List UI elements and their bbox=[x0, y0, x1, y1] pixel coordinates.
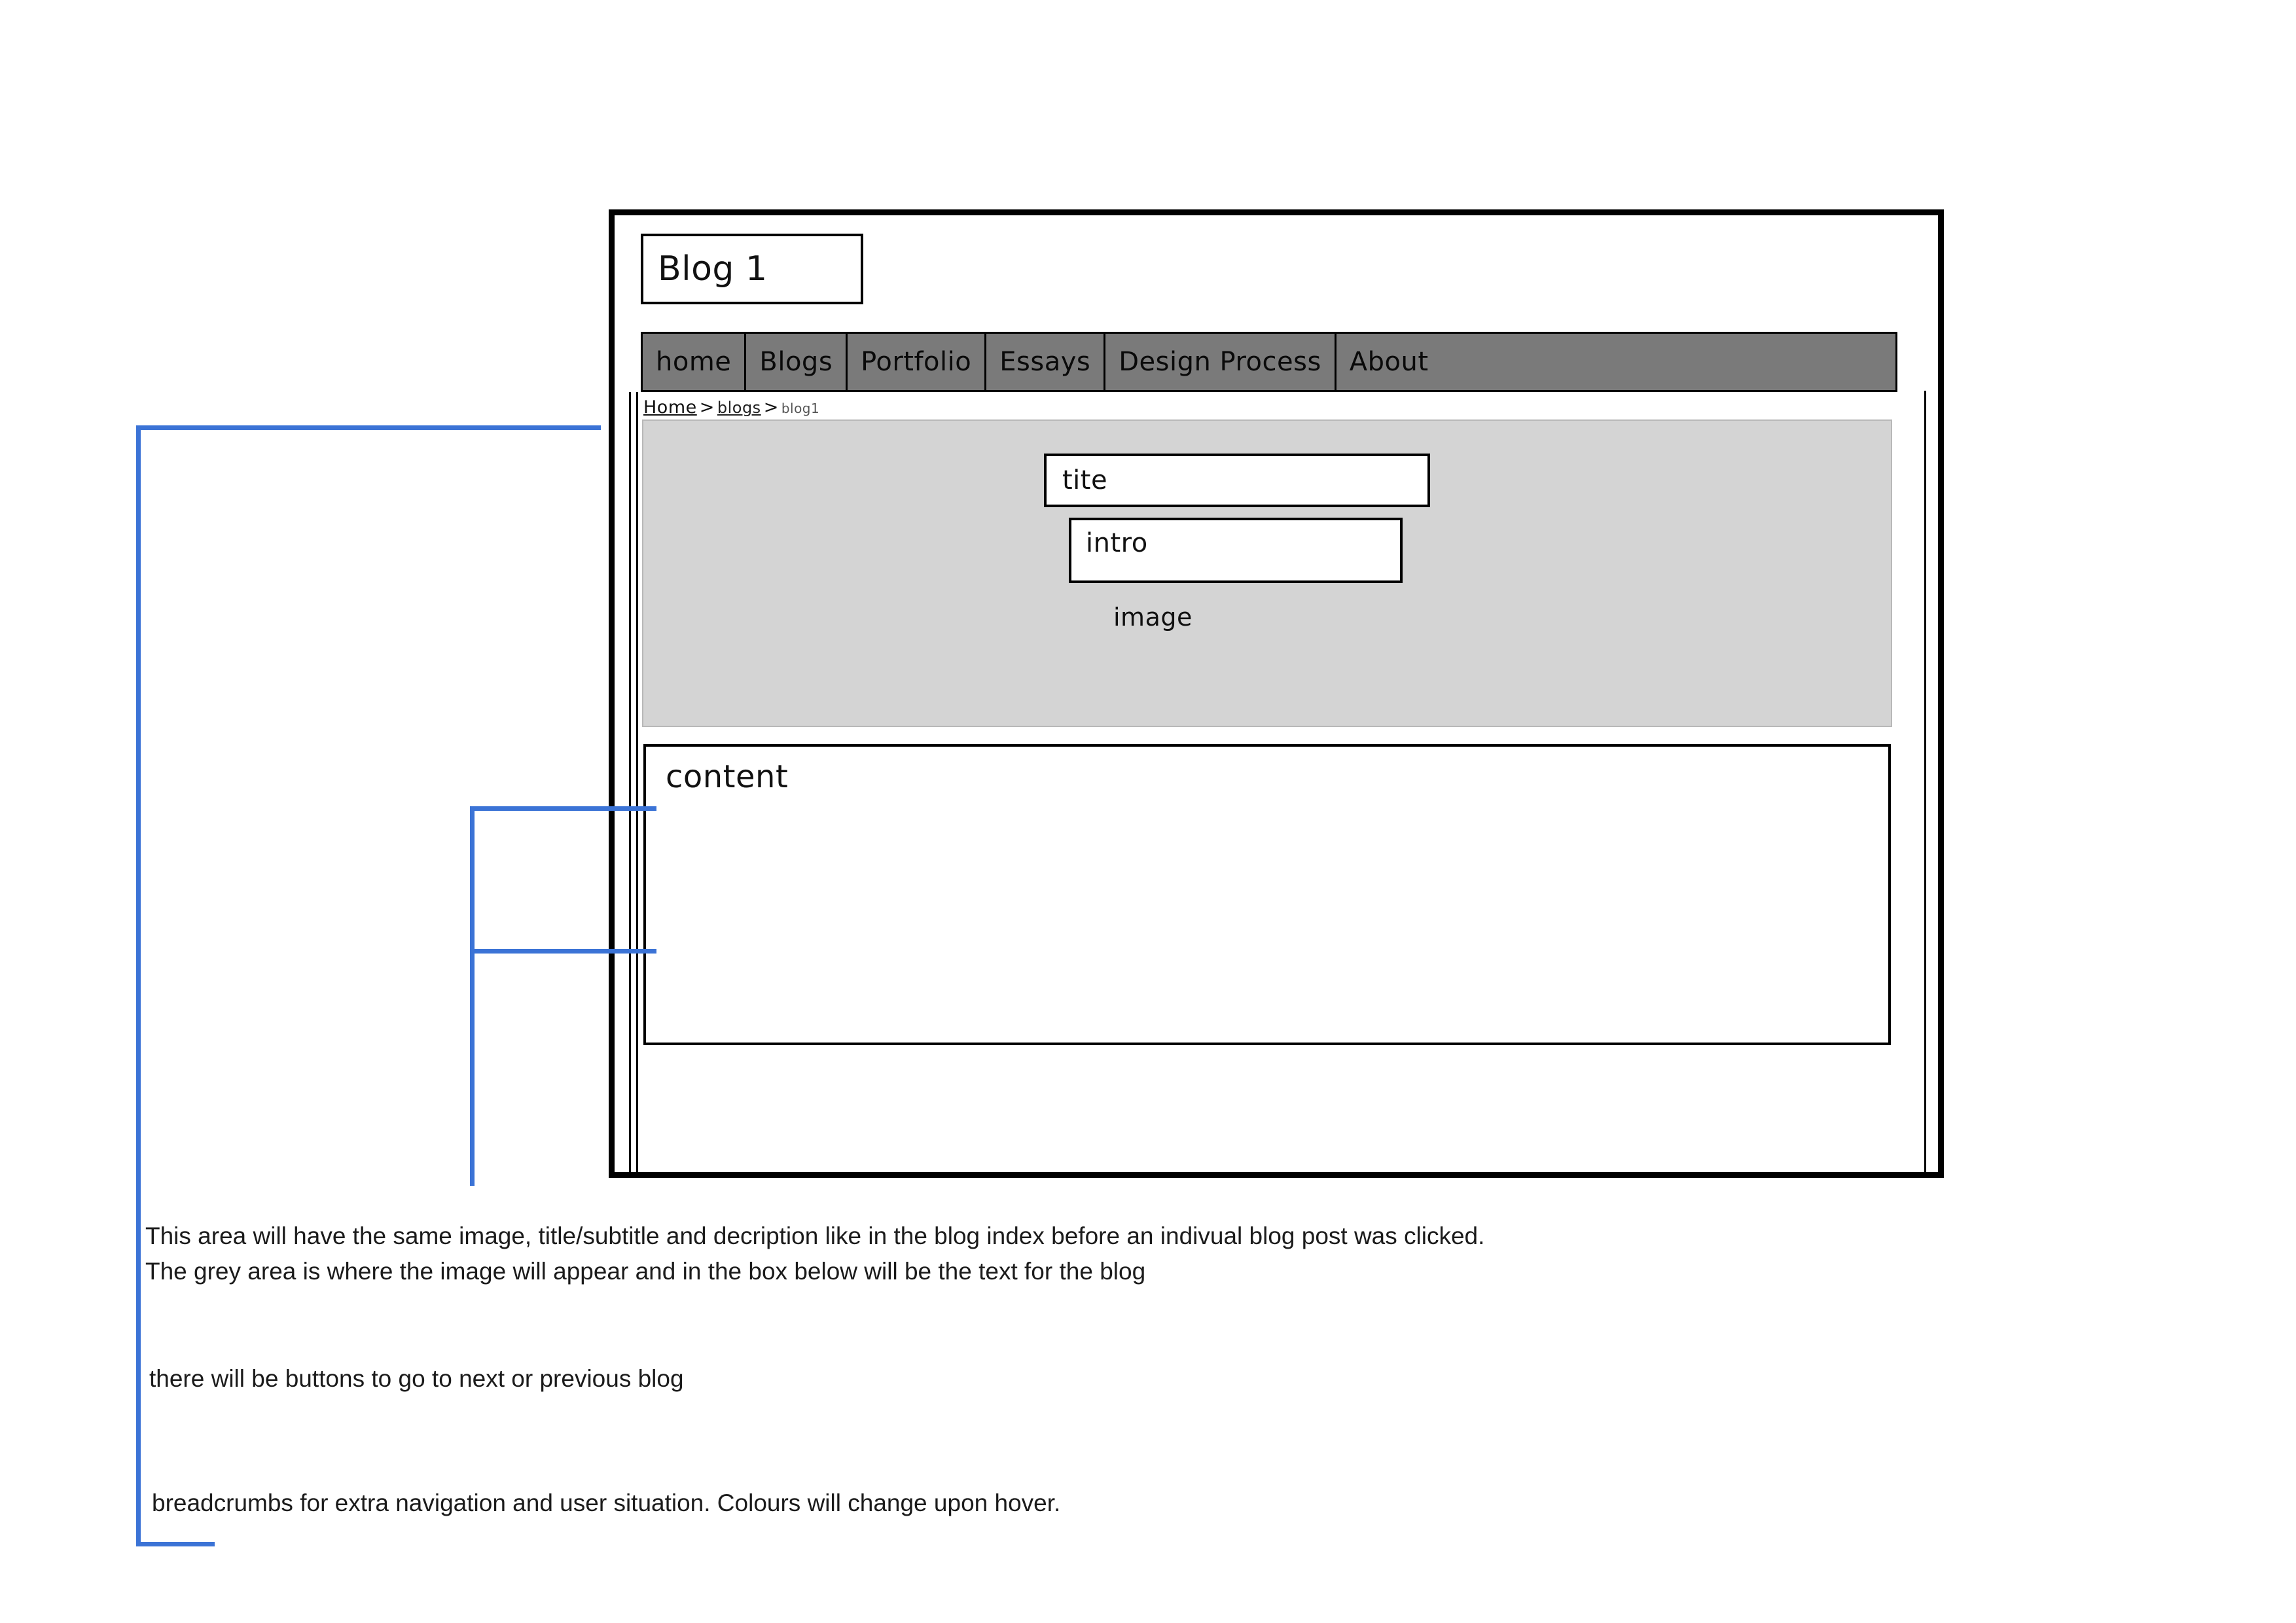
title-placeholder-box bbox=[1044, 454, 1430, 507]
breadcrumb-item-blogs[interactable]: blogs bbox=[717, 399, 761, 417]
page-title: Blog 1 bbox=[658, 249, 768, 289]
nav-item-label: Blogs bbox=[759, 347, 833, 377]
main-navigation-bar bbox=[641, 332, 1897, 392]
nav-item-label: Portfolio bbox=[861, 347, 972, 377]
connector-line-breadcrumbs-foot bbox=[136, 1542, 215, 1546]
breadcrumb-separator-icon: > bbox=[699, 397, 715, 418]
breadcrumb bbox=[643, 397, 819, 418]
intro-placeholder-label: intro bbox=[1086, 528, 1148, 558]
hero-image-area bbox=[642, 419, 1892, 727]
breadcrumb-item-home[interactable]: Home bbox=[643, 397, 697, 418]
image-placeholder-label: image bbox=[1113, 603, 1193, 632]
connector-line-content-top bbox=[470, 806, 656, 811]
intro-placeholder-box bbox=[1069, 518, 1403, 583]
nav-item-label: Design Process bbox=[1119, 347, 1321, 377]
nav-item-home[interactable] bbox=[643, 334, 746, 390]
nav-item-blogs[interactable] bbox=[746, 334, 848, 390]
annotation-note-buttons: there will be buttons to go to next or previous blog bbox=[149, 1365, 684, 1392]
wireframe-browser-frame bbox=[609, 209, 1944, 1178]
nav-item-label: Essays bbox=[999, 347, 1091, 377]
content-text-box bbox=[643, 744, 1891, 1045]
connector-line-breadcrumbs-vertical bbox=[136, 425, 141, 1546]
nav-item-essays[interactable] bbox=[986, 334, 1105, 390]
connector-line-content-bottom bbox=[470, 949, 656, 954]
nav-item-label: About bbox=[1349, 347, 1429, 377]
right-rail-divider bbox=[1924, 391, 1926, 1175]
nav-item-portfolio[interactable] bbox=[848, 334, 986, 390]
nav-item-design-process[interactable] bbox=[1105, 334, 1336, 390]
annotation-note-hero-line-2: The grey area is where the image will appear and in the box below will be the text for the blog bbox=[145, 1257, 1146, 1285]
connector-line-content-vertical bbox=[470, 806, 475, 1186]
annotation-note-hero bbox=[145, 1219, 2227, 1289]
nav-item-label: home bbox=[656, 347, 732, 377]
left-rail-divider bbox=[629, 392, 638, 1174]
title-placeholder-label: tite bbox=[1062, 465, 1108, 495]
nav-item-about[interactable] bbox=[1336, 334, 1442, 390]
page-title-box bbox=[641, 234, 863, 304]
annotation-note-breadcrumbs: breadcrumbs for extra navigation and user situation. Colours will change upon hover. bbox=[152, 1489, 1061, 1516]
breadcrumb-separator-icon: > bbox=[763, 397, 779, 418]
content-placeholder-label: content bbox=[666, 758, 789, 795]
annotation-note-hero-line-1: This area will have the same image, title/subtitle and decription like in the blog index before an indivual blog post was clicked. bbox=[145, 1222, 1485, 1249]
breadcrumb-item-blog1: blog1 bbox=[781, 401, 820, 416]
connector-line-breadcrumbs-horizontal bbox=[136, 425, 601, 430]
